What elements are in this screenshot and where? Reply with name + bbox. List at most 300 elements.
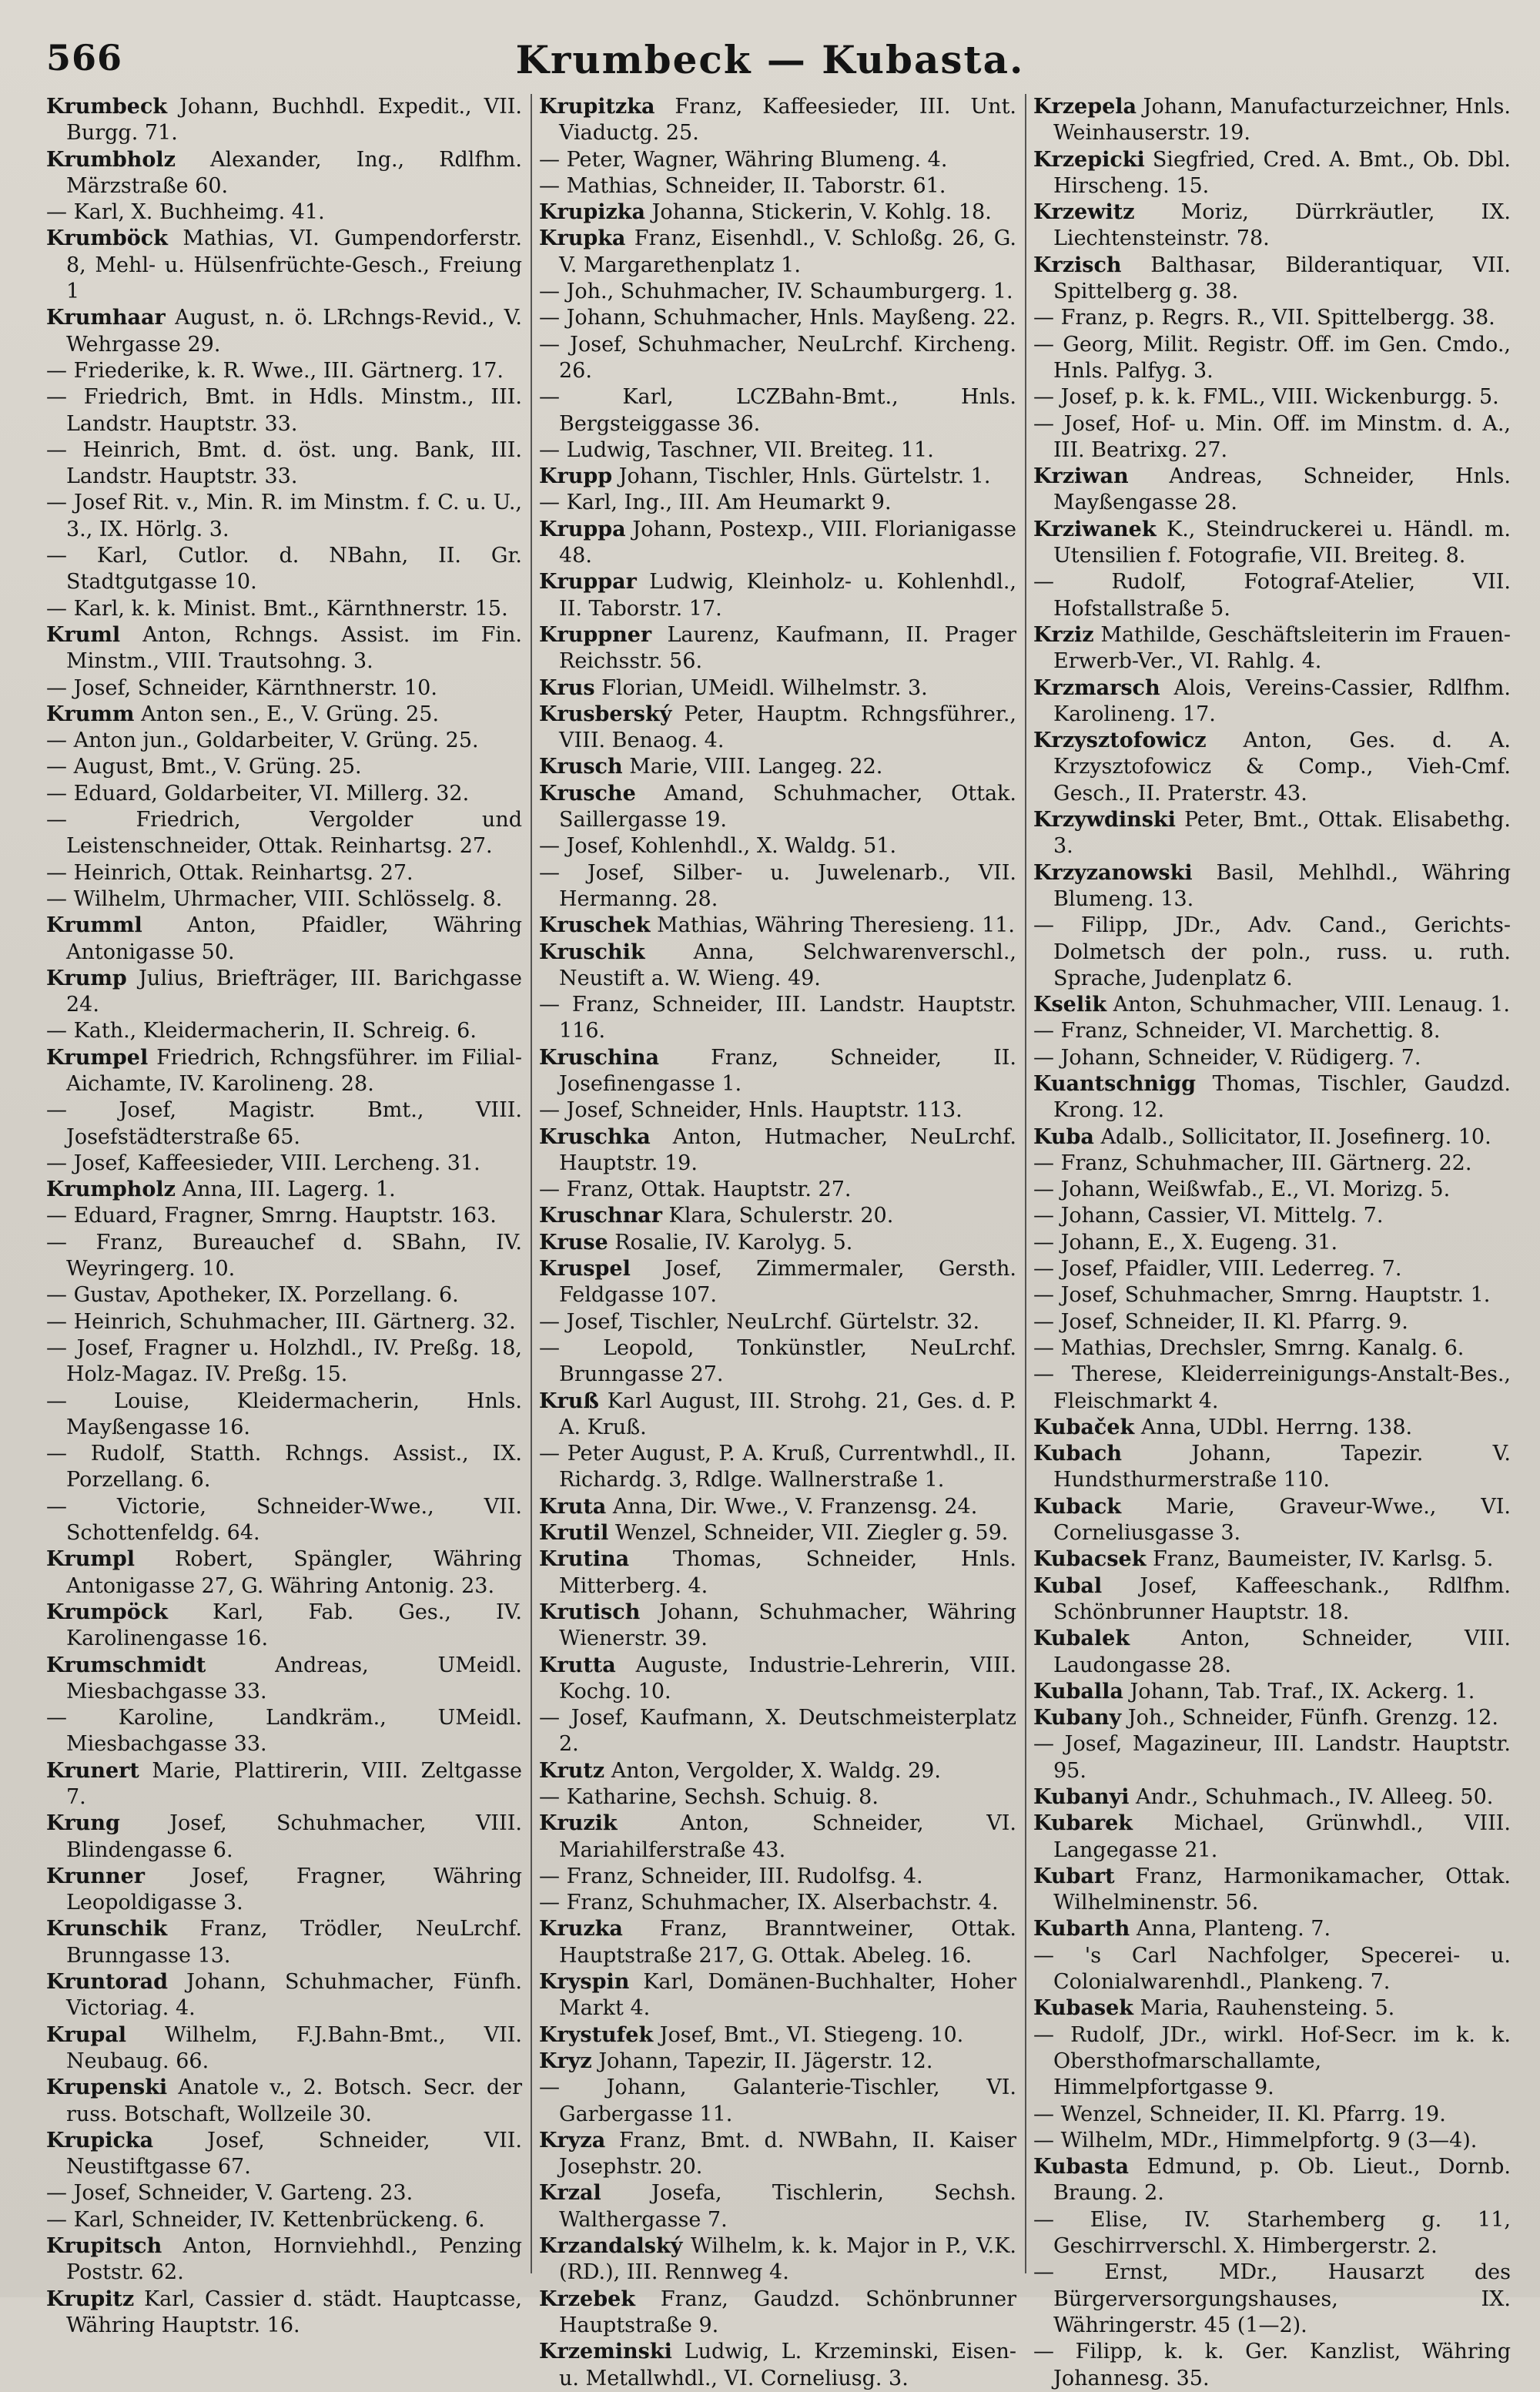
directory-entry (539, 147, 1016, 173)
directory-entry (46, 1969, 522, 2022)
directory-entry (539, 490, 1016, 516)
entry-details: — Josef, Kaufmann, X. Deutschmeisterplatz 2. (539, 1706, 1016, 1757)
directory-entry (1033, 147, 1511, 200)
entry-details: Balthasar, Bilderantiquar, VII. Spittelberg g. 38. (1053, 253, 1511, 304)
entry-details: Johann, Schuhmacher, Fünfh. Victoriag. 4. (66, 1970, 522, 2021)
entry-surname: Krzywdinski (1033, 808, 1176, 833)
entry-details: Mathilde, Geschäftsleiterin im Frauen-Erwerb-Ver., VI. Rahlg. 4. (1053, 622, 1512, 674)
directory-entry (1033, 569, 1511, 622)
directory-entry (539, 199, 1016, 226)
entry-details: — Karl, LCZBahn-Bmt., Hnls. Bergsteiggasse 36. (539, 385, 1016, 436)
directory-entry (539, 569, 1016, 622)
directory-entry (539, 1546, 1016, 1600)
directory-entry (539, 1653, 1016, 1706)
entry-details: Franz, Bmt. d. NWBahn, II. Kaiser Josephstr. 20. (559, 2128, 1016, 2179)
entry-details: Anton, Ges. d. A. Krzysztofowicz & Comp., Vieh-Cmf. Gesch., II. Praterstr. 43. (1053, 729, 1511, 806)
entry-surname: Kryza (539, 2128, 606, 2152)
directory-entry (1033, 1705, 1511, 1731)
entry-details: Anna, Planteng. 7. (1136, 1917, 1331, 1941)
directory-entry (46, 358, 522, 384)
directory-entry (1033, 1731, 1511, 1784)
directory-entry (539, 1335, 1016, 1389)
entry-details: — Filipp, JDr., Adv. Cand., Gerichts-Dolmetsch der poln., russ. u. ruth. Sprache, Judenplatz 6. (1033, 913, 1511, 990)
directory-entry (1033, 1573, 1511, 1626)
entry-details: Michael, Grünwhdl., VIII. Langegasse 21. (1053, 1811, 1511, 1862)
directory-entry (539, 1177, 1016, 1203)
entry-details: — Franz, Bureauchef d. SBahn, IV. Weyringerg. 10. (46, 1230, 522, 1281)
directory-entry (46, 1653, 522, 1706)
directory-entry (539, 305, 1016, 331)
entry-surname: Kruse (539, 1230, 608, 1255)
directory-entry (46, 728, 522, 754)
entry-surname: Krzyzanowski (1033, 860, 1193, 885)
directory-columns (46, 94, 1512, 2390)
entry-details: — Peter, Wagner, Währing Blumeng. 4. (539, 147, 948, 172)
entry-details: Johann, Schuhmacher, Währing Wienerstr. 39. (559, 1600, 1016, 1651)
directory-entry (46, 1203, 522, 1229)
entry-details: Moriz, Dürrkräutler, IX. Liechtensteinstr. 78. (1053, 200, 1511, 251)
directory-entry (539, 1203, 1016, 1229)
directory-entry (46, 596, 522, 622)
entry-surname: Krump (46, 966, 127, 990)
entry-surname: Kubasek (1033, 1996, 1133, 2021)
directory-entry (1033, 1018, 1511, 1044)
entry-surname: Krziwan (1033, 464, 1129, 489)
entry-details: — Franz, Schuhmacher, III. Gärtnerg. 22. (1033, 1151, 1472, 1175)
directory-entry (1033, 1943, 1511, 1996)
directory-entry (46, 1309, 522, 1335)
entry-surname: Kuback (1033, 1494, 1122, 1519)
entry-surname: Kubacsek (1033, 1547, 1147, 1572)
directory-entry (1033, 1864, 1511, 1917)
entry-details: — Franz, Schneider, VI. Marchettig. 8. (1033, 1019, 1441, 1044)
entry-surname: Kubaček (1033, 1415, 1135, 1439)
entry-surname: Krumm (46, 702, 135, 726)
directory-entry (539, 1784, 1016, 1811)
directory-entry (46, 807, 522, 860)
entry-surname: Kruschka (539, 1124, 651, 1149)
entry-details: — Georg, Milit. Registr. Off. im Gen. Cmdo., Hnls. Palfyg. 3. (1033, 332, 1511, 383)
entry-surname: Krumschmidt (46, 1653, 206, 1677)
directory-entry (1033, 1546, 1511, 1573)
entry-details: Marie, Graveur-Wwe., VI. Corneliusgasse 3. (1053, 1494, 1511, 1546)
entry-details: — Heinrich, Bmt. d. öst. ung. Bank, III. Landstr. Hauptstr. 33. (46, 437, 522, 489)
directory-entry (539, 1864, 1016, 1890)
entry-details: Franz, Eisenhdl., V. Schloßg. 26, G. V. Margarethenplatz 1. (559, 226, 1016, 277)
directory-entry (1033, 1494, 1511, 1547)
entry-surname: Kruppar (539, 570, 637, 595)
entry-surname: Kubach (1033, 1442, 1122, 1466)
entry-details: Anton, Hornviehhdl., Penzing Poststr. 62. (66, 2234, 522, 2285)
entry-details: — Friedrich, Vergolder und Leistenschneider, Ottak. Reinhartsg. 27. (46, 808, 522, 859)
entry-details: — Josef, Schuhmacher, Smrng. Hauptstr. 1. (1033, 1283, 1491, 1308)
directory-entry (1033, 305, 1511, 331)
directory-entry (1033, 2102, 1511, 2128)
directory-entry (46, 2286, 522, 2340)
entry-surname: Krutisch (539, 1600, 641, 1624)
entry-surname: Krumpholz (46, 1178, 176, 1202)
directory-entry (1033, 2207, 1511, 2260)
directory-entry (539, 226, 1016, 279)
directory-entry (539, 173, 1016, 199)
directory-entry (539, 2128, 1016, 2181)
entry-details: Rosalie, IV. Karolyg. 5. (614, 1230, 853, 1255)
entry-details: — Johann, Cassier, VI. Mittelg. 7. (1033, 1204, 1384, 1228)
entry-details: Franz, Baumeister, IV. Karlsg. 5. (1153, 1547, 1494, 1572)
directory-entry (539, 2233, 1016, 2286)
directory-entry (539, 279, 1016, 305)
entry-details: Josefa, Tischlerin, Sechsh. Walthergasse 7. (559, 2181, 1016, 2232)
entry-surname: Krumpel (46, 1045, 149, 1070)
entry-surname: Kubal (1033, 1573, 1103, 1598)
directory-entry (1033, 1256, 1511, 1282)
entry-surname: Krystufek (539, 2022, 654, 2047)
directory-entry (1033, 253, 1511, 306)
entry-surname: Krunschik (46, 1917, 168, 1941)
entry-details: Friedrich, Rchngsführer. im Filial-Aichamte, IV. Karolineng. 28. (66, 1045, 523, 1096)
entry-details: — Johann, Schuhmacher, Hnls. Mayßeng. 22. (539, 306, 1016, 330)
column-2 (539, 94, 1016, 2390)
entry-details: — Karl, Ing., III. Am Heumarkt 9. (539, 491, 892, 515)
entry-details: Peter, Hauptm. Rchngsführer., VIII. Benaog. 4. (559, 702, 1016, 753)
entry-details: Johann, Postexp., VIII. Florianigasse 48. (559, 517, 1016, 568)
entry-details: Franz, Branntweiner, Ottak. Hauptstraße 217, G. Ottak. Abeleg. 16. (559, 1917, 1016, 1968)
directory-entry (46, 305, 522, 358)
entry-surname: Kubarth (1033, 1917, 1130, 1941)
directory-entry (539, 1600, 1016, 1653)
entry-surname: Krusberský (539, 702, 672, 726)
entry-details: Anna, Selchwarenverschl., Neustift a. W. Wieng. 49. (559, 940, 1016, 990)
entry-details: Franz, Harmonikamacher, Ottak. Wilhelminenstr. 56. (1053, 1864, 1511, 1915)
entry-details: — Wilhelm, MDr., Himmelpfortg. 9 (3—4). (1033, 2128, 1478, 2152)
directory-entry (46, 2128, 522, 2181)
entry-details: Johanna, Stickerin, V. Kohlg. 18. (651, 200, 992, 225)
entry-details: — Heinrich, Ottak. Reinhartsg. 27. (46, 860, 413, 885)
directory-entry (46, 2022, 522, 2075)
directory-entry (1033, 2339, 1511, 2392)
directory-entry (46, 1441, 522, 1494)
entry-details: — Therese, Kleiderreinigungs-Anstalt-Bes., Fleischmarkt 4. (1033, 1362, 1511, 1413)
entry-details: Anton, Pfaidler, Währing Antonigasse 50. (66, 913, 522, 964)
entry-details: — Rudolf, Statth. Rchngs. Assist., IX. Porzellang. 6. (46, 1442, 522, 1492)
entry-surname: Krumbholz (46, 147, 176, 172)
entry-details: Basil, Mehlhdl., Währing Blumeng. 13. (1053, 860, 1511, 911)
directory-entry (46, 1335, 522, 1389)
directory-entry (539, 2339, 1016, 2392)
entry-surname: Krung (46, 1811, 120, 1836)
entry-details: — Franz, Schneider, III. Rudolfsg. 4. (539, 1864, 923, 1888)
entry-surname: Kselik (1033, 993, 1107, 1017)
entry-details: Thomas, Tischler, Gaudzd. Krong. 12. (1053, 1071, 1511, 1123)
entry-details: — Johann, Schneider, V. Rüdigerg. 7. (1033, 1045, 1421, 1070)
entry-details: Alois, Vereins-Cassier, Rdlfhm. Karolineng. 17. (1053, 675, 1511, 726)
entry-surname: Kubart (1033, 1864, 1115, 1888)
entry-surname: Krunner (46, 1864, 145, 1888)
directory-entry (539, 754, 1016, 780)
entry-details: — Louise, Kleidermacherin, Hnls. Mayßengasse 16. (46, 1389, 522, 1439)
directory-entry (539, 2022, 1016, 2049)
directory-entry (539, 384, 1016, 437)
directory-entry (539, 2049, 1016, 2075)
entry-details: Wenzel, Schneider, VII. Ziegler g. 59. (614, 1521, 1009, 1546)
directory-entry (46, 781, 522, 807)
entry-surname: Krupitz (46, 2286, 135, 2311)
entry-details: — Karl, X. Buchheimg. 41. (46, 200, 325, 225)
entry-surname: Kruzik (539, 1811, 618, 1836)
entry-surname: Krupka (539, 226, 626, 251)
directory-entry (539, 781, 1016, 834)
entry-details: — Josef, Kaffeesieder, VIII. Lercheng. 31. (46, 1151, 480, 1175)
directory-entry (46, 1230, 522, 1283)
entry-surname: Krumhaar (46, 306, 166, 330)
entry-details: Mathias, VI. Gumpendorferstr. 8, Mehl- u. Hülsenfrüchte-Gesch., Freiung 1 (66, 226, 522, 304)
entry-details: — Rudolf, JDr., wirkl. Hof-Secr. im k. k. Obersthofmarschallamte, Himmelpfortgasse 9. (1033, 2022, 1511, 2100)
directory-entry (1033, 411, 1511, 464)
entry-details: — Peter August, P. A. Kruß, Currentwhdl., II. Richardg. 3, Rdlge. Wallnerstraße 1. (539, 1442, 1016, 1492)
entry-details: Anna, III. Lagerg. 1. (182, 1178, 396, 1202)
directory-entry (1033, 1151, 1511, 1177)
directory-entry (1033, 94, 1511, 147)
entry-surname: Kruta (539, 1494, 607, 1519)
entry-details: Alexander, Ing., Rdlfhm. Märzstraße 60. (66, 147, 522, 198)
entry-details: Ludwig, Kleinholz- u. Kohlenhdl., II. Taborstr. 17. (559, 570, 1016, 621)
entry-details: — Josef Rit. v., Min. R. im Minstm. f. C. u. U., 3., IX. Hörlg. 3. (46, 491, 522, 541)
entry-details: — Franz, Schneider, III. Landstr. Hauptstr. 116. (539, 993, 1016, 1044)
directory-entry (1033, 1230, 1511, 1256)
entry-surname: Kubasta (1033, 2155, 1130, 2179)
directory-entry (46, 1151, 522, 1177)
page-number: 566 (46, 37, 123, 79)
directory-entry (46, 702, 522, 728)
entry-surname: Krupitzka (539, 95, 655, 119)
directory-entry (46, 437, 522, 491)
entry-details: Marie, VIII. Langeg. 22. (629, 755, 883, 779)
directory-entry (1033, 1124, 1511, 1151)
entry-details: — Josef, Magistr. Bmt., VIII. Josefstädterstraße 65. (46, 1098, 522, 1149)
directory-entry (539, 1758, 1016, 1784)
directory-entry (46, 1018, 522, 1044)
directory-entry (1033, 1282, 1511, 1308)
entry-surname: Krutil (539, 1521, 609, 1546)
entry-details: — Anton jun., Goldarbeiter, V. Grüng. 25. (46, 729, 479, 753)
entry-surname: Krzmarsch (1033, 675, 1160, 700)
entry-details: — Karl, k. k. Minist. Bmt., Kärnthnerstr. 15. (46, 596, 508, 621)
entry-details: — 's Carl Nachfolger, Specerei- u. Colonialwarenhdl., Plankeng. 7. (1033, 1943, 1511, 1995)
directory-entry (46, 1389, 522, 1442)
directory-entry (46, 1600, 522, 1653)
directory-entry (46, 1811, 522, 1864)
entry-surname: Krzal (539, 2181, 601, 2206)
entry-surname: Kuba (1033, 1124, 1094, 1149)
directory-entry (1033, 1679, 1511, 1705)
directory-entry (539, 940, 1016, 993)
entry-details: Anton, Hutmacher, NeuLrchf. Hauptstr. 19. (559, 1124, 1016, 1175)
entry-details: Josef, Kaffeeschank., Rdlfhm. Schönbrunner Hauptstr. 18. (1053, 1573, 1511, 1624)
entry-surname: Kruschek (539, 913, 651, 938)
entry-details: — Ernst, MDr., Hausarzt des Bürgerversorgungshauses, IX. Währingerstr. 45 (1—2). (1033, 2260, 1511, 2337)
entry-surname: Kubany (1033, 1706, 1122, 1730)
entry-details: Johann, Tab. Traf., IX. Ackerg. 1. (1130, 1679, 1475, 1704)
directory-entry (1033, 860, 1511, 913)
entry-surname: Krupp (539, 464, 613, 489)
entry-details: — Josef, Hof- u. Min. Off. im Minstm. d. A., III. Beatrixg. 27. (1033, 411, 1511, 462)
directory-entry (539, 913, 1016, 939)
entry-details: — Josef, Silber- u. Juwelenarb., VII. Hermanng. 28. (539, 860, 1016, 911)
directory-entry (1033, 1784, 1511, 1811)
entry-details: — Franz, Ottak. Hauptstr. 27. (539, 1178, 852, 1202)
entry-details: Klara, Schulerstr. 20. (668, 1204, 894, 1228)
entry-surname: Kuballa (1033, 1679, 1123, 1704)
entry-surname: Krumpl (46, 1547, 136, 1572)
directory-entry (46, 1097, 522, 1151)
directory-entry (1033, 2154, 1511, 2207)
entry-details: Peter, Bmt., Ottak. Elisabethg. 3. (1053, 808, 1511, 859)
entry-details: — Filipp, k. k. Ger. Kanzlist, Währing Johannesg. 35. (1033, 2340, 1511, 2390)
entry-surname: Krzeminski (539, 2340, 672, 2364)
entry-details: Anton, Schuhmacher, VIII. Lenaug. 1. (1113, 993, 1510, 1017)
entry-surname: Kubanyi (1033, 1785, 1130, 1809)
directory-entry (539, 2286, 1016, 2340)
directory-entry (539, 622, 1016, 675)
entry-details: Karl, Cassier d. städt. Hauptcasse, Währing Hauptstr. 16. (66, 2286, 522, 2337)
directory-entry (46, 1546, 522, 1600)
directory-entry (539, 94, 1016, 147)
directory-entry (1033, 384, 1511, 410)
entry-details: — Karl, Cutlor. d. NBahn, II. Gr. Stadtgutgasse 10. (46, 544, 522, 595)
entry-surname: Krumböck (46, 226, 168, 251)
entry-details: — Mathias, Drechsler, Smrng. Kanalg. 6. (1033, 1335, 1465, 1360)
column-1 (46, 94, 523, 2337)
entry-surname: Kruschnar (539, 1204, 662, 1228)
directory-entry (1033, 807, 1511, 860)
entry-surname: Krumpöck (46, 1600, 168, 1624)
entry-surname: Krutz (539, 1758, 605, 1783)
directory-entry (46, 147, 522, 200)
entry-details: August, n. ö. LRchngs-Revid., V. Wehrgasse 29. (66, 306, 522, 357)
entry-details: Josef, Fragner, Währing Leopoldigasse 3. (66, 1864, 522, 1915)
entry-details: Johann, Manufacturzeichner, Hnls. Weinhauserstr. 19. (1053, 95, 1511, 146)
directory-entry (46, 1282, 522, 1308)
entry-details: Johann, Tischler, Hnls. Gürtelstr. 1. (618, 464, 991, 489)
entry-details: — Johann, E., X. Eugeng. 31. (1033, 1230, 1338, 1255)
directory-entry (46, 913, 522, 966)
directory-entry (46, 966, 522, 1019)
entry-surname: Kubarek (1033, 1811, 1133, 1836)
entry-surname: Krutta (539, 1653, 616, 1677)
directory-entry (46, 94, 522, 147)
directory-entry (1033, 332, 1511, 385)
directory-entry (1033, 1335, 1511, 1362)
entry-details: Edmund, p. Ob. Lieut., Dornb. Braung. 2. (1053, 2155, 1511, 2206)
entry-details: Franz, Schneider, II. Josefinengasse 1. (559, 1045, 1016, 1096)
entry-details: Josef, Schneider, VII. Neustiftgasse 67. (66, 2128, 522, 2179)
directory-entry (46, 1494, 522, 1547)
entry-details: Florian, UMeidl. Wilhelmstr. 3. (601, 675, 928, 700)
entry-surname: Kruß (539, 1389, 599, 1413)
entry-surname: Krzewitz (1033, 200, 1135, 225)
directory-entry (539, 675, 1016, 702)
directory-entry (1033, 2128, 1511, 2154)
entry-details: Andreas, Schneider, Hnls. Mayßengasse 28. (1053, 464, 1511, 515)
entry-surname: Kruspel (539, 1257, 631, 1281)
entry-details: Josef, Schuhmacher, VIII. Blindengasse 6. (66, 1811, 522, 1862)
entry-surname: Kubalek (1033, 1626, 1130, 1651)
directory-entry (1033, 1045, 1511, 1071)
directory-entry (46, 384, 522, 437)
directory-entry (539, 1124, 1016, 1178)
entry-details: — Leopold, Tonkünstler, NeuLrchf. Brunngasse 27. (539, 1335, 1016, 1387)
directory-entry (1033, 1441, 1511, 1494)
entry-details: Anatole v., 2. Botsch. Secr. der russ. Botschaft, Wollzeile 30. (66, 2075, 522, 2126)
entry-details: Mathias, Währing Theresieng. 11. (657, 913, 1016, 938)
directory-entry (539, 860, 1016, 913)
directory-entry (46, 860, 522, 886)
directory-entry (1033, 1309, 1511, 1335)
directory-entry (539, 1890, 1016, 1916)
entry-surname: Krupizka (539, 200, 645, 225)
directory-entry (46, 1045, 522, 1098)
directory-entry (46, 754, 522, 780)
entry-details: — Josef, Tischler, NeuLrchf. Gürtelstr. 32. (539, 1309, 980, 1334)
entry-surname: Krusch (539, 755, 623, 779)
directory-entry (46, 886, 522, 913)
entry-details: — Heinrich, Schuhmacher, III. Gärtnerg. 32. (46, 1309, 516, 1334)
entry-surname: Krus (539, 675, 595, 700)
directory-entry (46, 199, 522, 226)
entry-details: Ludwig, L. Krzeminski, Eisen- u. Metallwhdl., VI. Corneliusg. 3. (559, 2340, 1016, 2390)
entry-details: — Johann, Weißwfab., E., VI. Morizg. 5. (1033, 1178, 1451, 1202)
directory-entry (1033, 675, 1511, 729)
entry-details: Franz, Kaffeesieder, III. Unt. Viaductg. 25. (559, 95, 1016, 146)
entry-surname: Krzepicki (1033, 147, 1145, 172)
directory-entry (1033, 1995, 1511, 2022)
directory-entry (46, 226, 522, 305)
entry-details: Robert, Spängler, Währing Antonigasse 27, G. Währing Antonig. 23. (66, 1547, 522, 1598)
entry-details: — Wilhelm, Uhrmacher, VIII. Schlösselg. 8. (46, 886, 503, 911)
entry-details: Anton, Rchngs. Assist. im Fin. Minstm., VIII. Trautsohng. 3. (66, 622, 522, 674)
directory-entry (539, 437, 1016, 464)
directory-entry (539, 1230, 1016, 1256)
directory-entry (1033, 2260, 1511, 2339)
directory-entry (539, 1256, 1016, 1309)
directory-entry (1033, 728, 1511, 807)
entry-surname: Kruppa (539, 517, 626, 541)
entry-details: — Franz, Schuhmacher, IX. Alserbachstr. 4. (539, 1891, 999, 1915)
directory-entry (539, 1309, 1016, 1335)
entry-surname: Krunert (46, 1758, 139, 1783)
entry-details: — Karl, Schneider, IV. Kettenbrückeng. 6. (46, 2207, 485, 2232)
entry-surname: Krutina (539, 1547, 630, 1572)
directory-entry (46, 1705, 522, 1758)
entry-details: Wilhelm, k. k. Major in P., V.K. (RD.), III. Rennweg 4. (559, 2234, 1016, 2285)
entry-surname: Kruml (46, 622, 121, 647)
entry-details: — Josef, Kohlenhdl., X. Waldg. 51. (539, 834, 897, 859)
entry-details: — Josef, Magazineur, III. Landstr. Hauptstr. 95. (1033, 1732, 1511, 1783)
entry-details: Julius, Briefträger, III. Barichgasse 24. (66, 966, 522, 1017)
directory-entry (539, 1097, 1016, 1124)
directory-entry (539, 332, 1016, 385)
entry-surname: Krziwanek (1033, 517, 1157, 541)
directory-entry (1033, 1916, 1511, 1942)
directory-entry (539, 517, 1016, 570)
directory-entry (539, 1969, 1016, 2022)
column-divider (1025, 94, 1026, 2273)
directory-entry (1033, 1203, 1511, 1229)
entry-details: — Franz, p. Regrs. R., VII. Spittelbergg. 38. (1033, 306, 1495, 330)
entry-surname: Kryspin (539, 1970, 630, 1995)
directory-entry (539, 1811, 1016, 1864)
directory-entry (539, 1520, 1016, 1546)
